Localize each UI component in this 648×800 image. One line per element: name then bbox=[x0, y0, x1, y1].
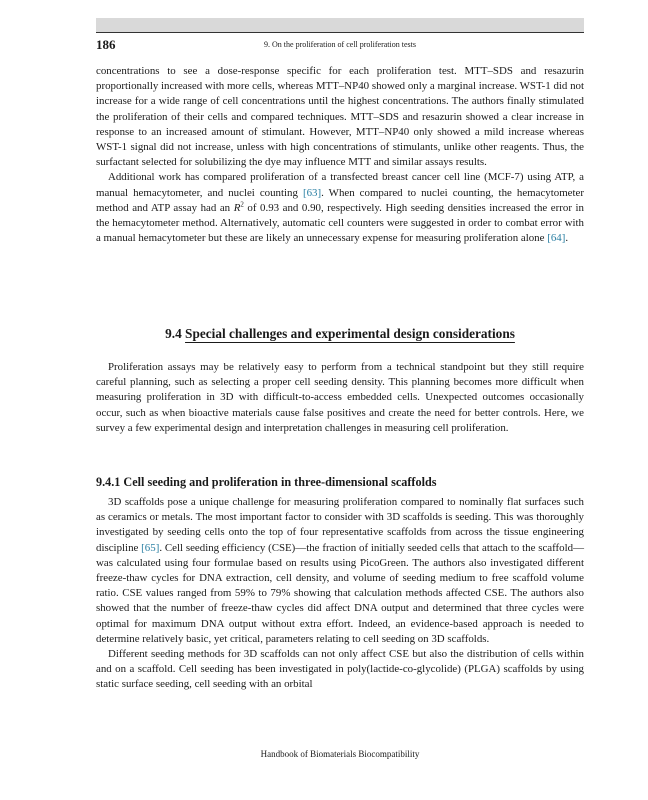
r-symbol: R bbox=[233, 201, 241, 214]
r-squared-superscript: 2 bbox=[240, 200, 244, 209]
p2-text-c: of 0.93 and 0.90, respectively. High seeding densities increased the error in the hemacytometer method. Alternatively, automatic cell counters were suggested in order to combat error with a manual hemacytometer but these are likely an unnecessary expense for measuring proliferation alone bbox=[96, 201, 584, 245]
paragraph-additional-work bbox=[96, 170, 584, 246]
section-9-4-1-body bbox=[96, 495, 584, 693]
paragraph-seeding-methods: Different seeding methods for 3D scaffolds can not only affect CSE but also the distribution of cells within and on a scaffold. Cell seeding has been investigated in poly(lactide-co-glycolide) (PLGA) scaffolds by using static surface seeding, cell seeding with an orbital bbox=[96, 648, 584, 691]
subsection-heading-9-4-1 bbox=[96, 474, 584, 490]
section-9-4-intro bbox=[96, 360, 584, 436]
page-number: 186 bbox=[96, 37, 116, 52]
subsection-number: 9.4.1 bbox=[96, 475, 121, 489]
section-heading-9-4 bbox=[96, 325, 584, 343]
p3-text-a: 3D scaffolds pose a unique challenge for measuring proliferation compared to nominally flat surfaces such as ceramics or metals. The most important factor to consider with 3D scaffolds is seeding. This was thoroughly investigated by seeding cells onto the top of four representative scaffolds from across the tissue engineering discipline bbox=[96, 496, 584, 554]
p2-text-a: Additional work has compared proliferation of a transfected breast cancer cell line (MCF-7) using ATP, a manual hemacytometer, and nuclei counting bbox=[96, 171, 584, 199]
running-title: 9. On the proliferation of cell proliferation tests bbox=[264, 40, 416, 49]
p2-text-b: . When compared to nuclei counting, the hemacytometer method and ATP assay had an bbox=[96, 186, 584, 214]
citation-65[interactable]: [65] bbox=[141, 541, 160, 554]
body-top bbox=[96, 64, 584, 246]
section-title: Special challenges and experimental design considerations bbox=[185, 326, 515, 341]
paragraph-intro: Proliferation assays may be relatively easy to perform from a technical standpoint but they still require careful planning, such as selecting a proper cell seeding density. This planning becomes more difficult when measuring proliferation in 3D with difficult-to-access embedded cells. Unexpected outcomes occasionally occur, such as when bioactive materials cause false positives and create the need for better controls. Here, we survey a few experimental design and interpretation challenges in measuring cell proliferation. bbox=[96, 361, 584, 434]
paragraph-3d-scaffolds bbox=[96, 495, 584, 647]
citation-64[interactable]: [64] bbox=[547, 232, 566, 245]
p3-text-b: . Cell seeding efficiency (CSE)—the fraction of initially seeded cells that attach to the scaffold—was calculated using four formulae based on results using PicoGreen. The authors also investigated different freeze-thaw cycles for DNA extraction, cell density, and volume of seeding medium to free scaffold volume ratio. CSE values ranged from 59% to 79% showing that calculation methods affected CSE. The authors also showed that the number of freeze-thaw cycles did affect DNA output and determined that three cycles were optimal for maximum DNA output without extra effort. Indeed, an evidence-based approach is needed to determine relatively basic, yet critical, parameters relating to cell seeding on 3D scaffolds. bbox=[96, 541, 584, 645]
subsection-title: Cell seeding and proliferation in three-dimensional scaffolds bbox=[123, 475, 437, 489]
footer-book-title: Handbook of Biomaterials Biocompatibility bbox=[260, 749, 420, 759]
section-number: 9.4 bbox=[165, 326, 182, 341]
header-bar bbox=[96, 18, 584, 32]
header-rule bbox=[96, 32, 584, 33]
p2-text-d: . bbox=[565, 232, 569, 245]
citation-63[interactable]: [63] bbox=[302, 186, 322, 199]
paragraph-continuation: concentrations to see a dose-response specific for each proliferation test. MTT–SDS and resazurin proportionally increased with more cells, whereas MTT–NP40 showed only a marginal increase. WST-1 did not increase for a wide range of cell concentrations until the highest concentrations. The authors finally stimulated the proliferation of their cells and compared techniques. MTT–SDS and resazurin showed a clear increase in response to an increased amount of stimulant. However, MTT–NP40 only showed a mild increase whereas WST-1 signal did not increase, unless with high concentrations of stimulants, unlike other reagents. Thus, the surfactant selected for solubilizing the dye may influence MTT and similar assays results. bbox=[96, 65, 584, 169]
